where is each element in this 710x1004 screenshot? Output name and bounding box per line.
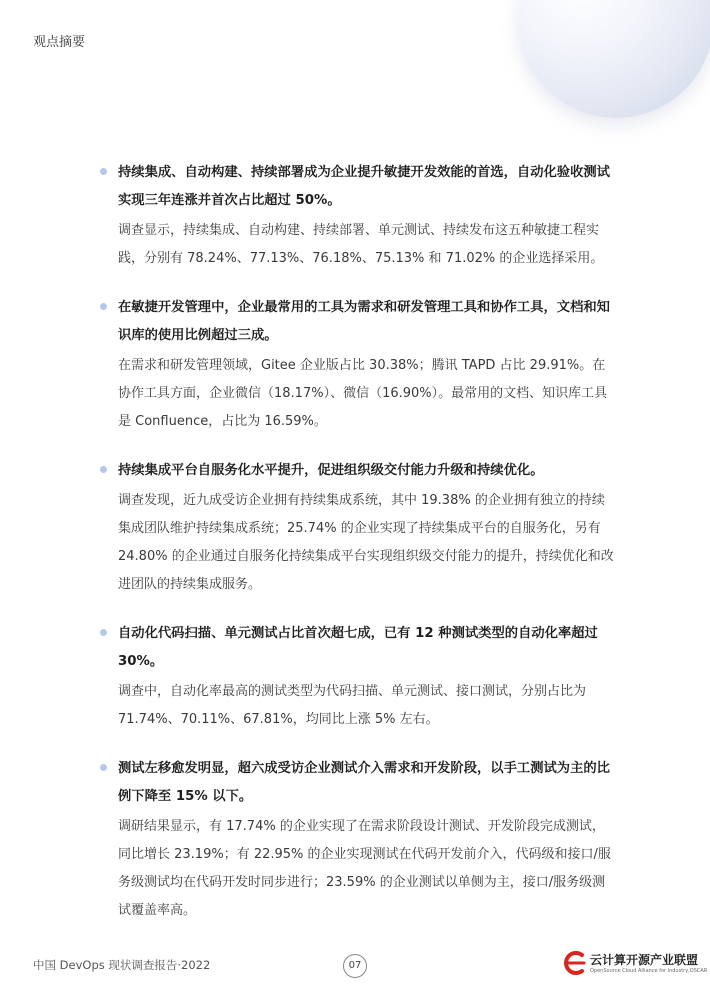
summary-item-title: 持续集成平台自服务化水平提升，促进组织级交付能力升级和持续优化。 [118, 463, 544, 478]
bullet-icon [100, 303, 107, 310]
summary-item [96, 755, 616, 925]
page-number: 07 [343, 954, 367, 978]
summary-item-title: 持续集成、自动构建、持续部署成为企业提升敏捷开发效能的首选，自动化验收测试实现三年连涨并首次占比超过 50%。 [118, 165, 610, 208]
summary-item [96, 457, 616, 599]
bullet-icon [100, 764, 107, 771]
bullet-icon [100, 629, 107, 636]
summary-item-body: 调查中，自动化率最高的测试类型为代码扫描、单元测试、接口测试，分别占比为 71.74%、70.11%、67.81%，均同比上涨 5% 左右。 [118, 684, 587, 727]
summary-item-title: 测试左移愈发明显，超六成受访企业测试介入需求和开发阶段，以手工测试为主的比例下降至 15% 以下。 [118, 761, 610, 804]
summary-item-title: 自动化代码扫描、单元测试占比首次超七成，已有 12 种测试类型的自动化率超过 30%。 [118, 626, 598, 669]
summary-item-body: 调查显示，持续集成、自动构建、持续部署、单元测试、持续发布这五种敏捷工程实践，分别有 78.24%、77.13%、76.18%、75.13% 和 71.02% 的企业选择采用。 [118, 223, 604, 266]
summary-item-body: 在需求和研发管理领域，Gitee 企业版占比 30.38%；腾讯 TAPD 占比 29.91%。在协作工具方面，企业微信（18.17%）、微信（16.90%）。最常用的文档、知识库工具是 Confluence，占比为 16.59%。 [118, 358, 608, 429]
logo-text: 云计算开源产业联盟 [590, 953, 699, 967]
logo-subtitle: OpenSource Cloud Alliance for industry,OSCAR [590, 968, 708, 974]
oscar-logo-icon [560, 949, 588, 977]
summary-item-body: 调查发现，近九成受访企业拥有持续集成系统，其中 19.38% 的企业拥有独立的持续集成团队维护持续集成系统；25.74% 的企业实现了持续集成平台的自服务化，另有 24.80% 的企业通过自服务化持续集成平台实现组织级交付能力的提升，持续优化和改进团队的持续集成服务。 [118, 493, 614, 592]
decorative-sphere [518, 0, 710, 118]
bullet-icon [100, 466, 107, 473]
section-title: 观点摘要 [33, 35, 86, 50]
summary-list [96, 159, 616, 946]
bullet-icon [100, 168, 107, 175]
summary-item [96, 159, 616, 273]
summary-item [96, 620, 616, 734]
summary-item-title: 在敏捷开发管理中，企业最常用的工具为需求和研发管理工具和协作工具，文档和知识库的使用比例超过三成。 [118, 300, 610, 343]
report-title: 中国 DevOps 现状调查报告·2022 [33, 958, 211, 972]
summary-item-body: 调研结果显示，有 17.74% 的企业实现了在需求阶段设计测试、开发阶段完成测试，同比增长 23.19%；有 22.95% 的企业实现测试在代码开发前介入，代码级和接口/服务级测试均在代码开发时同步进行；23.59% 的企业测试以单侧为主，接口/服务级测试覆盖率高。 [118, 819, 611, 918]
summary-item [96, 294, 616, 436]
oscar-logo [560, 949, 708, 979]
